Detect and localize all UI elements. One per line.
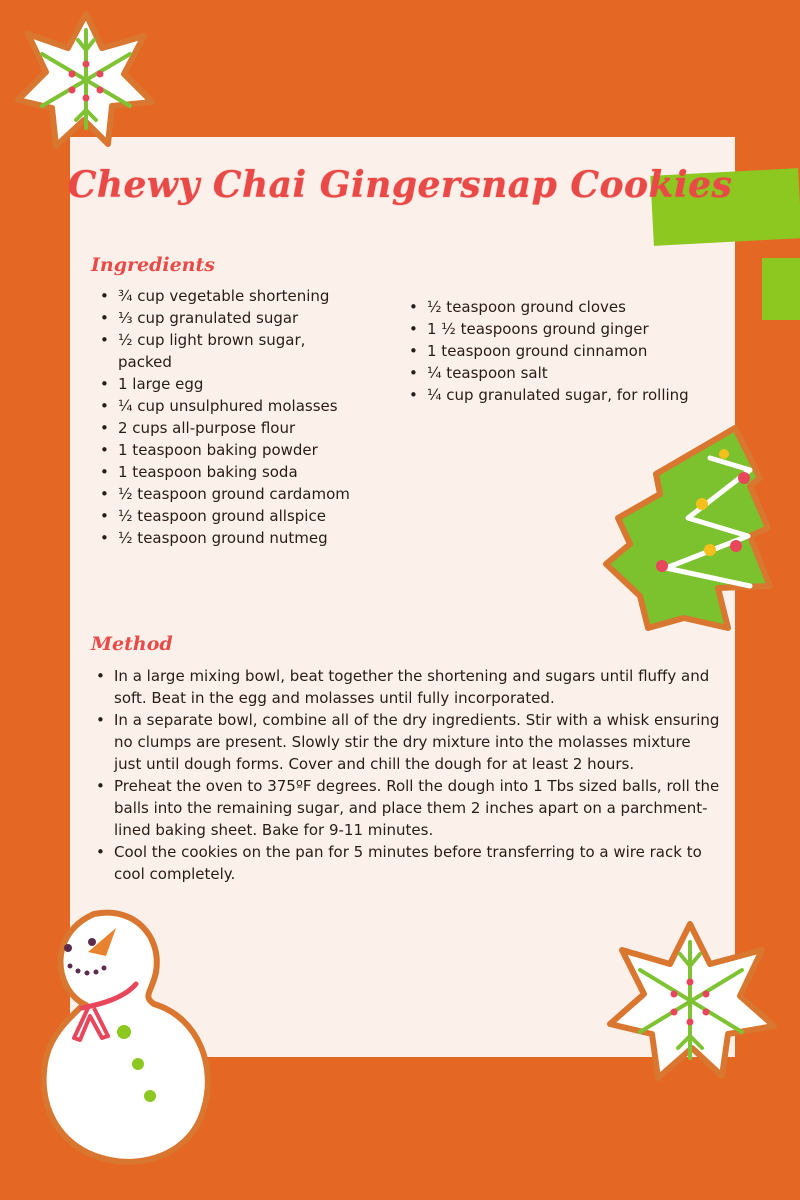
page-title: Chewy Chai Gingersnap Cookies bbox=[67, 164, 733, 206]
ingredient-item: • ⅓ cup granulated sugar bbox=[96, 307, 366, 329]
ingredient-item: • ½ cup light brown sugar, packed bbox=[96, 329, 318, 373]
ingredient-item: • 1 teaspoon ground cinnamon bbox=[405, 340, 725, 362]
ingredient-item: • ½ teaspoon ground nutmeg bbox=[96, 527, 366, 549]
ingredient-item: • ¼ cup granulated sugar, for rolling bbox=[405, 384, 725, 406]
green-accent-bar-bottom bbox=[762, 258, 800, 320]
ingredient-item: • ¼ teaspoon salt bbox=[405, 362, 725, 384]
snowflake-cookie-icon bbox=[12, 10, 160, 150]
method-step: • Preheat the oven to 375ºF degrees. Roll the dough into 1 Tbs sized balls, roll the balls into the remaining sugar, and place them 2 inches apart on a parchment-lined baking sheet. Bake for 9-11 minutes. bbox=[92, 775, 722, 841]
ingredient-item: • 1 ½ teaspoons ground ginger bbox=[405, 318, 725, 340]
ingredient-item: • ½ teaspoon ground allspice bbox=[96, 505, 366, 527]
ingredients-heading: Ingredients bbox=[91, 254, 215, 276]
method-step: • In a separate bowl, combine all of the dry ingredients. Stir with a whisk ensuring no clumps are present. Slowly stir the dry mixture into the molasses mixture just until dough forms. Cover and chill the dough for at least 2 hours. bbox=[92, 709, 722, 775]
ingredient-item: • ¼ cup unsulphured molasses bbox=[96, 395, 366, 417]
ingredient-item: • 1 teaspoon baking soda bbox=[96, 461, 366, 483]
ingredient-item: • ½ teaspoon ground cardamom bbox=[96, 483, 366, 505]
ingredients-list-right bbox=[405, 296, 725, 406]
method-steps bbox=[92, 665, 722, 885]
snowman-cookie-icon bbox=[32, 908, 218, 1170]
ingredient-item: • ¾ cup vegetable shortening bbox=[96, 285, 366, 307]
christmas-tree-cookie-icon bbox=[600, 418, 775, 640]
ingredient-item: • 1 teaspoon baking powder bbox=[96, 439, 366, 461]
method-step: • In a large mixing bowl, beat together the shortening and sugars until fluffy and soft. Beat in the egg and molasses until fully incorporated. bbox=[92, 665, 722, 709]
ingredient-item: • ½ teaspoon ground cloves bbox=[405, 296, 725, 318]
snowflake-cookie-icon bbox=[604, 920, 780, 1082]
ingredient-item: • 1 large egg bbox=[96, 373, 366, 395]
method-heading: Method bbox=[91, 633, 173, 655]
ingredients-list-left bbox=[96, 285, 366, 549]
method-step: • Cool the cookies on the pan for 5 minutes before transferring to a wire rack to cool completely. bbox=[92, 841, 722, 885]
ingredient-item: • 2 cups all-purpose flour bbox=[96, 417, 366, 439]
